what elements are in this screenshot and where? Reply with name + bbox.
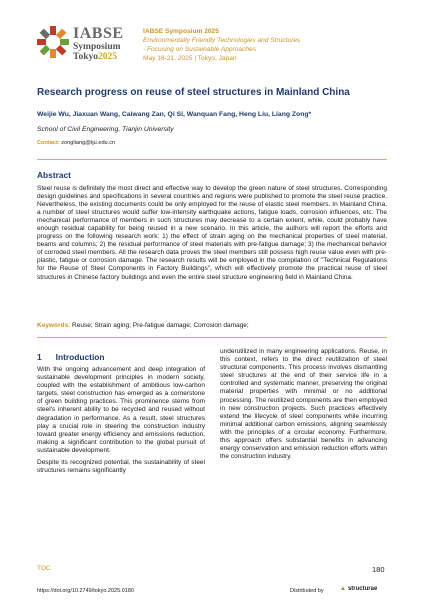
keywords	[37, 322, 249, 329]
conference-dates: May 18-21, 2025 | Tokyo, Japan	[143, 55, 237, 62]
intro-column-left	[37, 366, 205, 479]
logo-year: 2025	[98, 51, 117, 62]
intro-paragraph-2: Despite its recognized potential, the sustainability of steel structures remains significantly	[37, 459, 205, 475]
paper-authors: Weijie Wu, Jiaxuan Wang, Caiwang Zan, Qi Si, Wanquan Fang, Heng Liu, Liang Zong*	[37, 111, 312, 118]
section-number: 1	[37, 352, 42, 362]
abstract-heading: Abstract	[37, 170, 71, 180]
contact-label: Contact:	[37, 140, 60, 146]
toc-link[interactable]: TOC	[37, 565, 51, 572]
structurae-icon: ▲	[340, 586, 346, 592]
conference-header	[143, 27, 300, 63]
structurae-text: structurae	[347, 586, 378, 592]
logo-symposium: Symposium	[73, 42, 121, 52]
intro-column-right	[220, 348, 387, 465]
intro-paragraph-3: underutilized in many engineering applications. Reuse, in this context, refers to the direct reutilization of steel structural components. This process involves dismantling steel structures at the end of their service life in a controlled and systematic manner, preserving the original material properties with minimal or no additional processing. The reutilized components are then employed in new construction projects. Such practices effectively extend the lifecycle of steel components while incurring minimal additional carbon emissions, aligning seamlessly with the principles of a circular economy. Furthermore, this approach offers substantial benefits in advancing energy conservation and emission reduction efforts within the construction industry.	[220, 348, 387, 461]
logo-city-year	[73, 53, 133, 63]
conference-theme-line1: Environmentally Friendly Technologies and Structures	[143, 37, 301, 44]
contact-email[interactable]: zongliang@tju.edu.cn	[61, 140, 116, 146]
section-title: Introduction	[55, 352, 105, 362]
distributed-by-label: Distributed by	[290, 588, 324, 594]
logo-city: Tokyo	[73, 51, 98, 62]
intro-paragraph-1: With the ongoing advancement and deep integration of sustainable development principles in modern society, coupled with the establishment of ambitious low-carbon targets, steel construction has emerged as a cornerstone of green building practices. This prominence stems from steel's inherent ability to be recycled and reused without degradation in performance. As a result, steel structures play a crucial role in steering the construction industry toward greater energy efficiency and emissions reduction, making a significant contribution to the global pursuit of sustainable development.	[37, 366, 205, 454]
conference-theme-line2: - Focusing on Sustainable Approaches	[143, 46, 257, 53]
structurae-logo	[340, 586, 377, 592]
abstract-divider	[37, 337, 387, 338]
paper-title: Research progress on reuse of steel structures in Mainland China	[37, 87, 350, 98]
page-number: 180	[372, 565, 385, 574]
doi-link[interactable]: https://doi.org/10.2749/tokyo.2025.0180	[37, 588, 134, 594]
paper-contact	[37, 140, 115, 146]
keywords-text: Reuse; Strain aging; Pre-fatigue damage; Corrosion damage;	[70, 322, 249, 329]
header-divider	[37, 159, 387, 160]
abstract-text: Steel reuse is definitely the most direct and effective way to develop the green nature of steel structures. Corresponding design guidelines and specifications in several countries and regions were published to promote the steel reuse practice. Nevertheless, the existing documents could be only employed for the reuse of elastic steel members. In Mainland China, a number of steel structures would suffer low-intensity earthquake actions, fatigue loads, corrosion influences, etc. The mechanical performance of members in such structures may decrease to a certain extent, while, could probably have enough residual capability for being reused in a new scenario. In this article, the authors will report the efforts and progress on the following research work: 1) the effect of strain aging on the mechanical properties of steel material, beams and columns; 2) the residual performance of steel materials with pre-fatigue damage; 3) the mechanical behavior of corroded steel members. All the research data proves the steel members still possess high reuse value even with pre-plastic, fatigue or corrosion damage. The research results will be employed in the compilation of "Technical Regulations for the Reuse of Steel Components in Factory Buildings", which will effectively promote the practical reuse of steel structures in Chinese factory buildings and even the entire steel structure engineering field in Mainland China.	[37, 185, 387, 281]
introduction-heading	[37, 352, 105, 362]
keywords-label: Keywords:	[37, 322, 71, 329]
logo-iabse: IABSE	[73, 25, 124, 42]
iabse-logo-mark	[35, 24, 71, 60]
paper-affiliation: School of Civil Engineering, Tianjin University	[37, 126, 174, 133]
iabse-logo-text	[73, 26, 133, 62]
conference-name: IABSE Symposium 2025	[143, 28, 219, 35]
